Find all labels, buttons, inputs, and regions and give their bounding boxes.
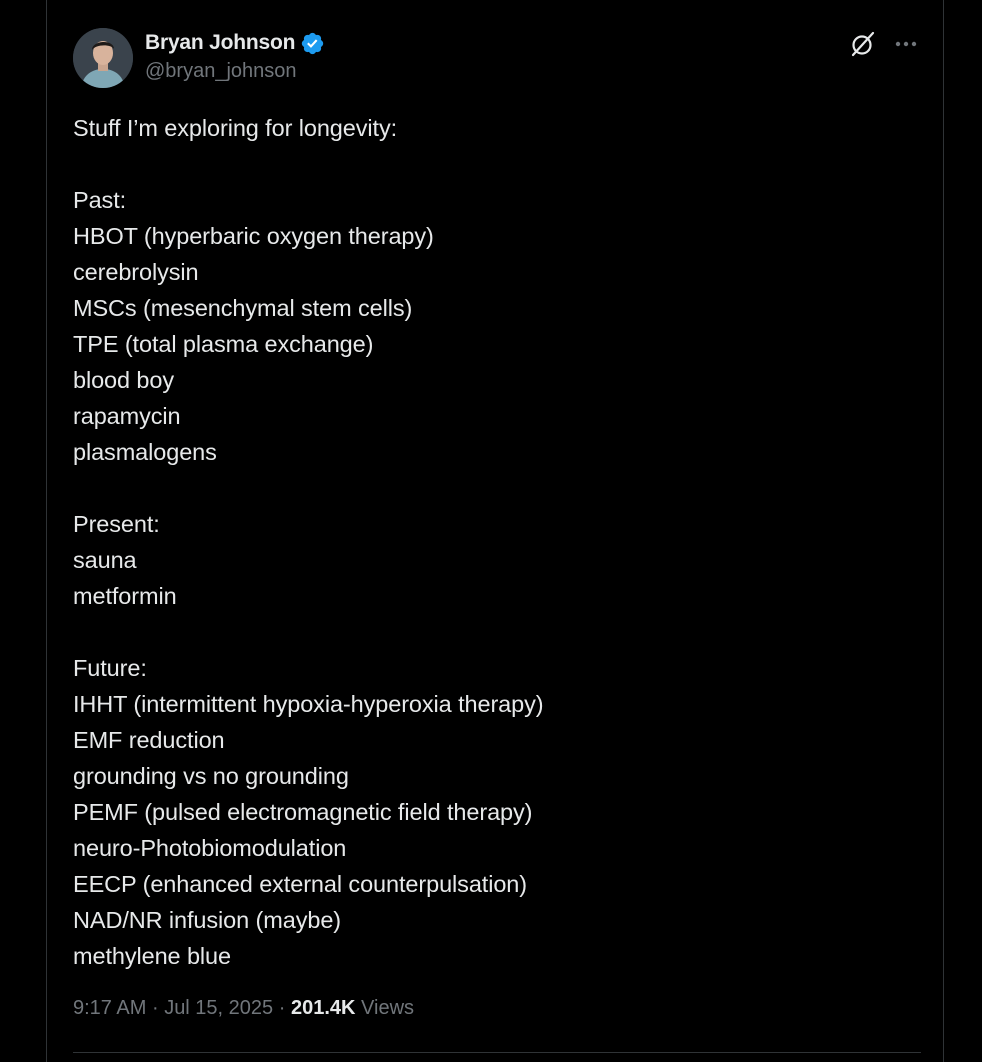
section-heading-past: Past: — [73, 187, 127, 213]
list-item: methylene blue — [73, 943, 231, 969]
tweet-date[interactable]: Jul 15, 2025 — [164, 997, 274, 1019]
list-item: NAD/NR infusion (maybe) — [73, 907, 342, 933]
views-label: Views — [361, 997, 415, 1019]
author-block — [145, 30, 325, 83]
meta-separator: · — [151, 997, 159, 1019]
list-item: grounding vs no grounding — [73, 763, 349, 789]
name-row — [145, 30, 325, 56]
tweet-time[interactable]: 9:17 AM — [73, 997, 147, 1019]
list-item: IHHT (intermittent hypoxia-hyperoxia therapy) — [73, 691, 544, 717]
list-item: HBOT (hyperbaric oxygen therapy) — [73, 223, 434, 249]
list-item: EMF reduction — [73, 727, 225, 753]
grok-icon[interactable] — [849, 30, 877, 58]
list-item: EECP (enhanced external counterpulsation) — [73, 871, 528, 897]
more-options-icon[interactable] — [893, 34, 919, 54]
avatar-portrait-icon — [73, 28, 133, 88]
tweet-meta — [73, 997, 414, 1020]
tweet-intro: Stuff I’m exploring for longevity: — [73, 115, 398, 141]
blank-line — [73, 470, 913, 506]
avatar[interactable] — [73, 28, 133, 88]
author-display-name[interactable]: Bryan Johnson — [145, 31, 296, 54]
list-item: neuro-Photobiomodulation — [73, 835, 347, 861]
list-item: rapamycin — [73, 403, 181, 429]
list-item: cerebrolysin — [73, 259, 199, 285]
blank-line — [73, 146, 913, 182]
tweet-column — [46, 0, 944, 1062]
list-item: sauna — [73, 547, 137, 573]
section-heading-future: Future: — [73, 655, 147, 681]
list-item: blood boy — [73, 367, 175, 393]
blank-line — [73, 614, 913, 650]
author-handle[interactable]: @bryan_johnson — [145, 60, 297, 82]
list-item: TPE (total plasma exchange) — [73, 331, 374, 357]
meta-separator: · — [278, 997, 286, 1019]
verified-badge-icon — [300, 31, 325, 56]
divider — [73, 1052, 921, 1053]
section-heading-present: Present: — [73, 511, 160, 537]
tweet-header — [73, 28, 919, 90]
list-item: metformin — [73, 583, 177, 609]
list-item: MSCs (mesenchymal stem cells) — [73, 295, 413, 321]
views-count[interactable]: 201.4K — [290, 997, 356, 1019]
list-item: PEMF (pulsed electromagnetic field therapy) — [73, 799, 533, 825]
tweet-body — [73, 110, 913, 974]
list-item: plasmalogens — [73, 439, 217, 465]
